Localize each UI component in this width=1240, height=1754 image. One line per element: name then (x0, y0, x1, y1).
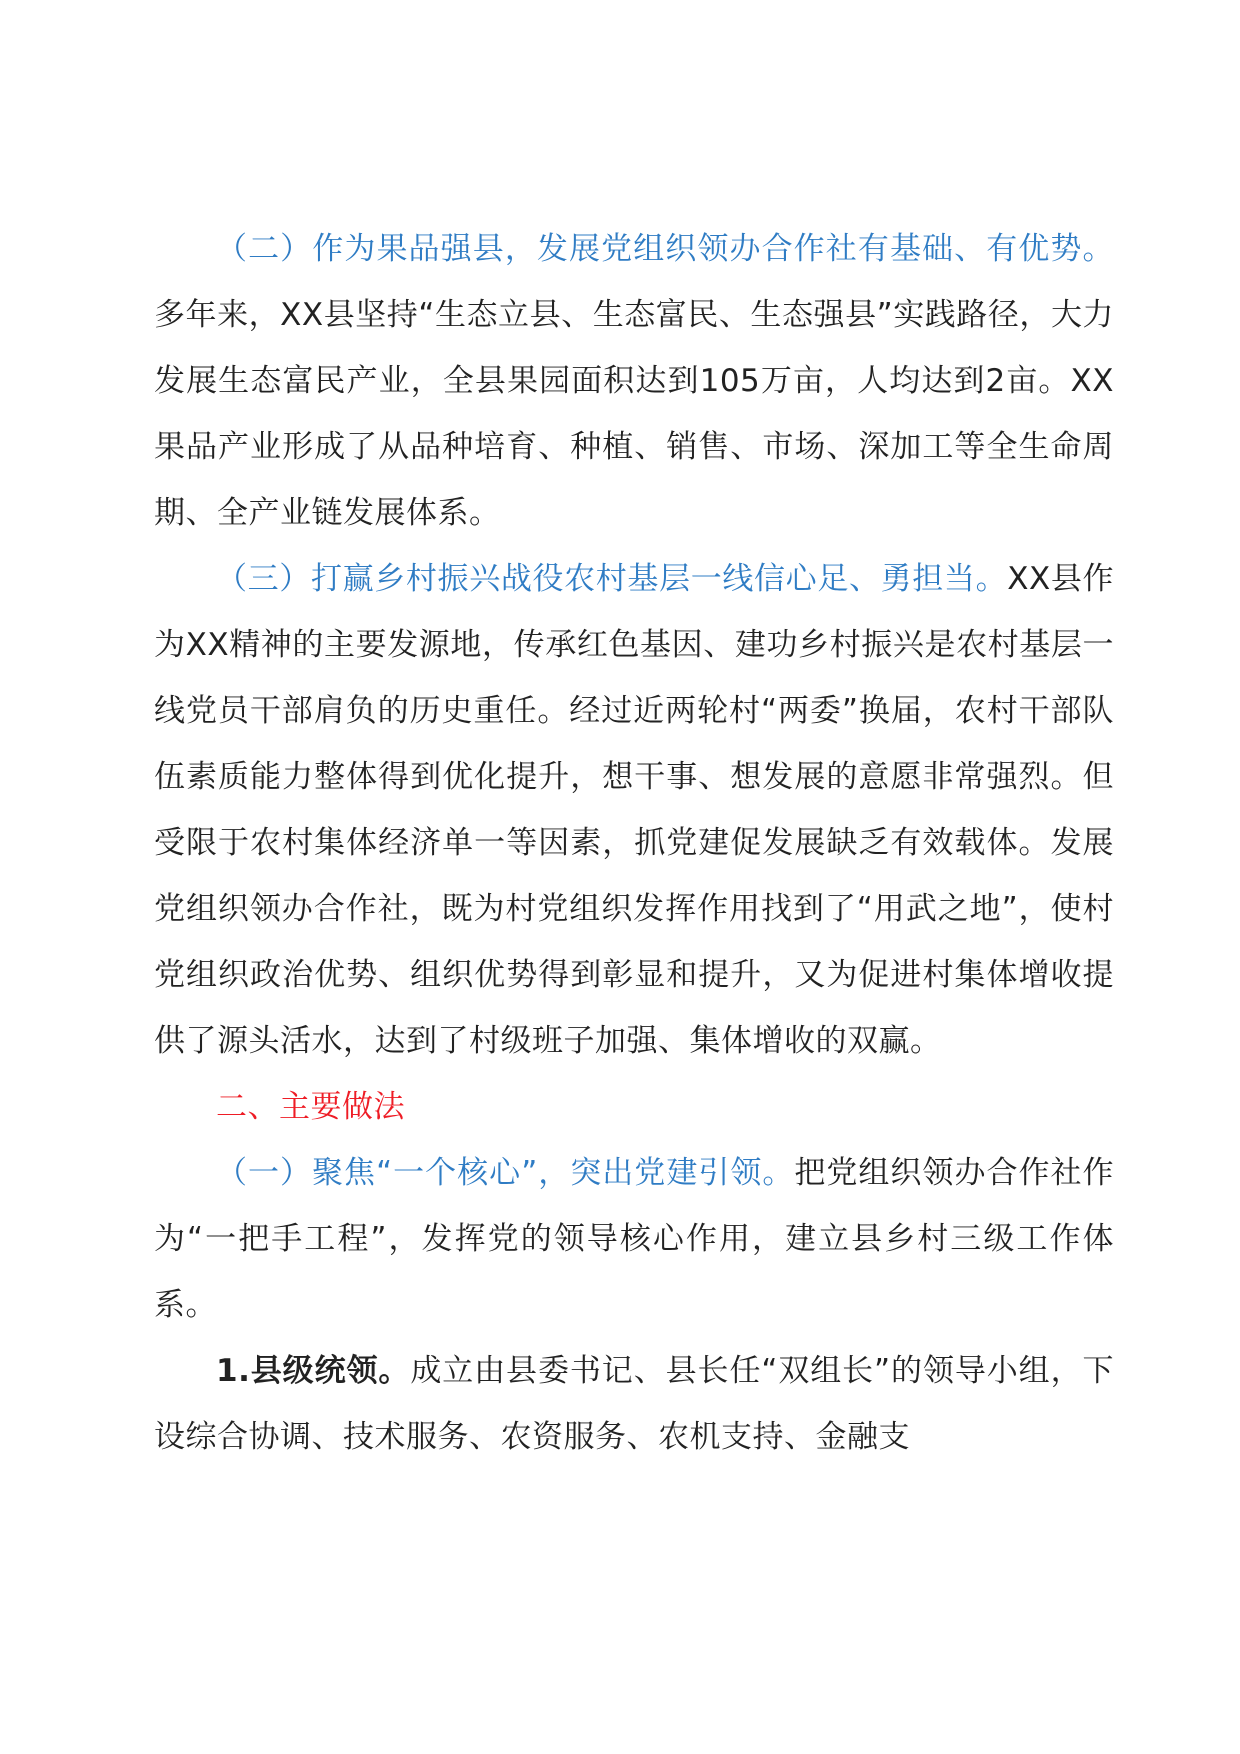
section-heading: 二、主要做法 (216, 1089, 405, 1125)
paragraph-text: 多年来，XX县坚持“生态立县、生态富民、生态强县”实践路径，大力发展生态富民产业，全县果园面积达到105万亩，人均达到2亩。XX果品产业形成了从品种培育、种植、销售、市场、深加工等全生命周期、全产业链发展体系。 (154, 297, 1114, 531)
paragraph-text: 成立由县委书记、县长任“双组长”的领导小组，下设综合协调、技术服务、农资服务、农机支持、金融支 (154, 1353, 1114, 1455)
section-title-main-practices (154, 1074, 1114, 1140)
subheading-one-core: （一）聚焦“一个核心”，突出党建引领。 (216, 1155, 795, 1191)
paragraph-fruit-county (154, 216, 1114, 546)
bold-lead-county-lead: 1.县级统领。 (216, 1353, 411, 1389)
subheading-fruit-county: （二）作为果品强县，发展党组织领办合作社有基础、有优势。 (216, 231, 1114, 267)
paragraph-text: 把党组织领办合作社作为“一把手工程”，发挥党的领导核心作用，建立县乡村三级工作体系。 (154, 1155, 1114, 1323)
paragraph-county-lead (154, 1338, 1114, 1470)
document-body (154, 216, 1114, 1470)
paragraph-one-core (154, 1140, 1114, 1338)
subheading-rural-revitalization: （三）打赢乡村振兴战役农村基层一线信心足、勇担当。 (216, 561, 1008, 597)
paragraph-rural-revitalization (154, 546, 1114, 1074)
paragraph-text: XX县作为XX精神的主要发源地，传承红色基因、建功乡村振兴是农村基层一线党员干部肩负的历史重任。经过近两轮村“两委”换届，农村干部队伍素质能力整体得到优化提升，想干事、想发展的意愿非常强烈。但受限于农村集体经济单一等因素，抓党建促发展缺乏有效载体。发展党组织领办合作社，既为村党组织发挥作用找到了“用武之地”，使村党组织政治优势、组织优势得到彰显和提升，又为促进村集体增收提供了源头活水，达到了村级班子加强、集体增收的双赢。 (154, 561, 1114, 1059)
